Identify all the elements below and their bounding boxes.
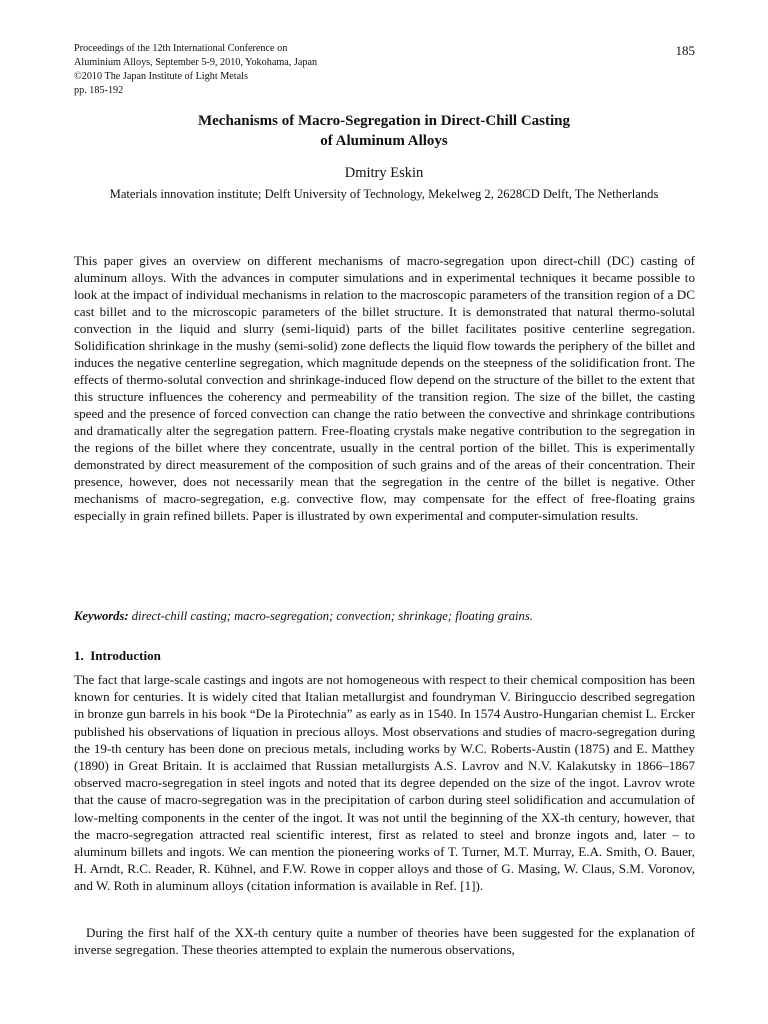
keywords-label: Keywords: [74, 609, 129, 623]
body-paragraph: During the first half of the XX-th century quite a number of theories have been suggested for the explanation of inverse segregation. These theories attempted to explain the numerous observations, [74, 925, 695, 958]
section-title: Introduction [90, 648, 161, 663]
paper-title [74, 111, 694, 151]
keywords-text: direct-chill casting; macro-segregation; convection; shrinkage; floating grains. [131, 609, 533, 623]
abstract-paragraph: This paper gives an overview on different mechanisms of macro-segregation upon direct-chill (DC) casting of aluminum alloys. With the advances in computer simulations and in experimental techniques it became possible to look at the impact of individual mechanisms in relation to the macroscopic parameters of the transition region of a DC cast billet and to the microscopic parameters of the billet structure. It is demonstrated that natural thermo-solutal convection in the liquid and slurry (semi-liquid) parts of the billet facilitates positive centerline segregation. Solidification shrinkage in the mushy (semi-solid) zone deflects the liquid flow towards the periphery of the billet and induces the negative centerline segregation, which magnitude depends on the steepness of the solidification front. The effects of thermo-solutal convection and shrinkage-induced flow depend on the structure of the billet to the extent that this structure influences the coherency and permeability of the transition region. The size of the billet, the casting speed and the presence of forced convection can change the ratio between the convective and shrinkage contributions and dramatically alter the segregation pattern. Free-floating crystals make negative contribution to the segregation in the regions of the billet where they concentrate, usually in the central portion of the billet. This is experimentally demonstrated by direct measurement of the composition of such grains and of the areas of their concentration. Their presence, however, does not necessarily mean that the segregation in the centre of the billet is negative. Other mechanisms of macro-segregation, e.g. convective flow, may compensate for the effect of free-floating grains especially in grain refined billets. Paper is illustrated by own experimental and computer-simulation results. [74, 253, 695, 523]
proceedings-header [74, 42, 634, 98]
author-name: Dmitry Eskin [344, 165, 424, 181]
header-line: Proceedings of the 12th International Conference on [74, 43, 288, 54]
header-line: ©2010 The Japan Institute of Light Metals [74, 71, 248, 82]
author-affiliation: Materials innovation institute; Delft University of Technology, Mekelweg 2, 2628CD Delft, The Netherlands [109, 187, 659, 201]
title-line-2: of Aluminum Alloys [320, 133, 448, 149]
header-line: Aluminium Alloys, September 5-9, 2010, Yokohama, Japan [74, 57, 318, 68]
section-number: 1. [74, 648, 84, 663]
header-line: pp. 185-192 [74, 85, 124, 96]
keywords-line [74, 609, 695, 624]
section-heading [74, 648, 161, 664]
title-line-1: Mechanisms of Macro-Segregation in Direct-Chill Casting [197, 113, 571, 129]
page-number: 185 [675, 43, 695, 58]
body-paragraph: The fact that large-scale castings and ingots are not homogeneous with respect to their chemical composition has been known for centuries. It is widely cited that Italian metallurgist and foundryman V. Biringuccio described segregation in bronze gun barrels in his book “De la Pirotechnia” as early as in 1540. In 1574 Austro-Hungarian chemist L. Ercker published his observations of liquation in precious alloys. Most observations and studies of macro-segregation during the 19-th century has been done on precious metals, including works by W.C. Roberts-Austin (1875) and E. Matthey (1890) in Great Britain. It is acclaimed that Russian metallurgists A.S. Lavrov and N.V. Kalakutsky in 1866–1867 observed macro-segregation in steel ingots and noted that its degree depended on the size of the ingot. Lavrov wrote that the cause of macro-segregation was in the precipitation of carbon during steel solidification and accumulation of low-melting components in the center of the ingot. It was not until the beginning of the XX-th century, however, that the macro-segregation attracted real scientific interest, first as related to steel and bronze ingots and, later – to aluminum billets and ingots. We can mention the pioneering works of T. Turner, M.T. Murray, E.A. Smith, O. Bauer, H. Arndt, R.C. Reader, R. Kühnel, and F.W. Rowe in copper alloys and those of G. Masing, W. Claus, S.M. Voronov, and W. Roth in aluminum alloys (citation information is available in Ref. [1]). [74, 672, 695, 894]
